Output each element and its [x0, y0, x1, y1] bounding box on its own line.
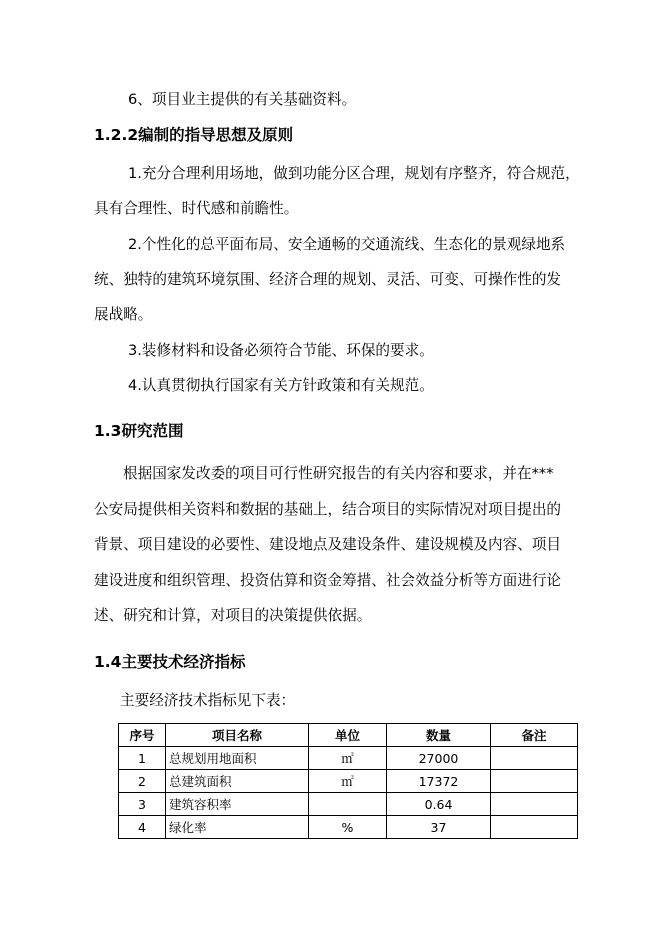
scope-line-3: 背景、项目建设的必要性、建设地点及建设条件、建设规模及内容、项目 [94, 536, 562, 553]
cell-remarks [491, 816, 578, 839]
cell-remarks [491, 770, 578, 793]
cell-unit: ㎡ [309, 770, 387, 793]
cell-quantity: 27000 [387, 747, 491, 770]
header-remarks: 备注 [491, 724, 578, 747]
cell-index: 3 [119, 793, 166, 816]
cell-index: 4 [119, 816, 166, 839]
cell-item-name: 绿化率 [166, 816, 309, 839]
header-index: 序号 [119, 724, 166, 747]
table-row [119, 747, 578, 770]
table-row [119, 770, 578, 793]
cell-quantity: 17372 [387, 770, 491, 793]
cell-unit: % [309, 816, 387, 839]
cell-remarks [491, 793, 578, 816]
cell-index: 2 [119, 770, 166, 793]
table-row [119, 816, 578, 839]
header-quantity: 数量 [387, 724, 491, 747]
principle-2-line-2: 统、独特的建筑环境氛围、经济合理的规划、灵活、可变、可操作性的发 [94, 271, 562, 288]
principle-2-line-1: 2.个性化的总平面布局、安全通畅的交通流线、生态化的景观绿地系 [128, 236, 566, 253]
principle-4-text: 4.认真贯彻执行国家有关方针政策和有关规范。 [128, 377, 434, 394]
scope-line-5: 述、研究和计算，对项目的决策提供依据。 [94, 607, 372, 624]
cell-item-name: 建筑容积率 [166, 793, 309, 816]
scope-line-1: 根据国家发改委的项目可行性研究报告的有关内容和要求，并在*** [123, 465, 554, 482]
cell-item-name: 总规划用地面积 [166, 747, 309, 770]
cell-quantity: 0.64 [387, 793, 491, 816]
section-1-3-heading: 1.3研究范围 [94, 422, 184, 440]
section-1-4-heading: 1.4主要技术经济指标 [94, 653, 246, 671]
cell-unit: ㎡ [309, 747, 387, 770]
cell-item-name: 总建筑面积 [166, 770, 309, 793]
item-6-text: 6、项目业主提供的有关基础资料。 [128, 91, 357, 108]
table-header-row [119, 724, 578, 747]
principle-3-text: 3.装修材料和设备必须符合节能、环保的要求。 [128, 342, 434, 359]
cell-quantity: 37 [387, 816, 491, 839]
cell-remarks [491, 747, 578, 770]
cell-unit [309, 793, 387, 816]
scope-line-2: 公安局提供相关资料和数据的基础上，结合项目的实际情况对项目提出的 [94, 501, 562, 518]
table-intro: 主要经济技术指标见下表： [120, 692, 296, 709]
header-item-name: 项目名称 [166, 724, 309, 747]
principle-2-line-3: 展战略。 [94, 306, 153, 323]
header-unit: 单位 [309, 724, 387, 747]
principle-1-line-2: 具有合理性、时代感和前瞻性。 [94, 200, 299, 217]
principle-1-line-1: 1.充分合理利用场地，做到功能分区合理，规划有序整齐，符合规范， [128, 165, 580, 182]
section-1-2-2-heading: 1.2.2编制的指导思想及原则 [94, 126, 294, 144]
scope-line-4: 建设进度和组织管理、投资估算和资金筹措、社会效益分析等方面进行论 [94, 572, 562, 589]
indicator-table [118, 723, 578, 839]
cell-index: 1 [119, 747, 166, 770]
table-row [119, 793, 578, 816]
